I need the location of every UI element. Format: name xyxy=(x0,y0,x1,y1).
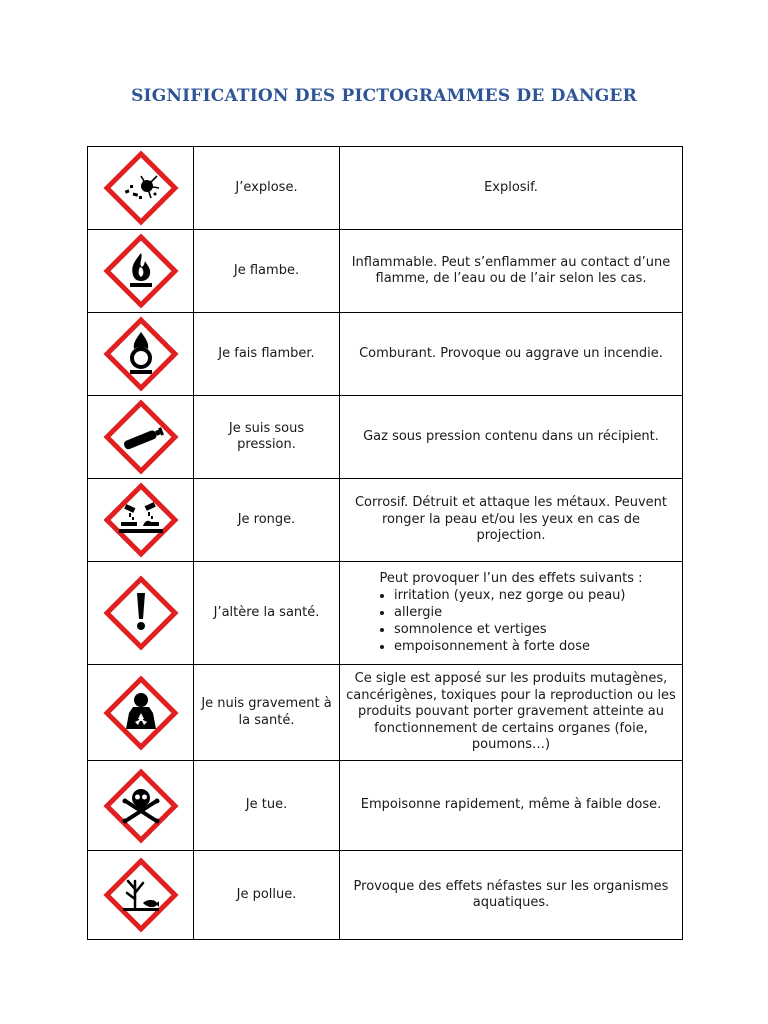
hazard-table xyxy=(87,146,683,940)
pictogram-cell xyxy=(88,665,194,761)
hazard-meaning-cell xyxy=(340,562,683,665)
hazard-meaning: Comburant. Provoque ou aggrave un incendie. xyxy=(340,313,683,396)
table-row xyxy=(88,665,683,761)
list-item: • empoisonnement à forte dose xyxy=(394,638,676,655)
list-item: • allergie xyxy=(394,604,676,621)
page-title: SIGNIFICATION DES PICTOGRAMMES DE DANGER xyxy=(131,86,637,106)
list-item: • somnolence et vertiges xyxy=(394,621,676,638)
pictogram-cell xyxy=(88,230,194,313)
table-row xyxy=(88,147,683,230)
hazard-label: J’explose. xyxy=(194,147,340,230)
effects-list xyxy=(346,587,676,655)
pictogram-cell xyxy=(88,147,194,230)
hazard-label: Je tue. xyxy=(194,761,340,851)
pictogram-cell xyxy=(88,479,194,562)
hazard-label: J’altère la santé. xyxy=(194,562,340,665)
gas-cylinder-icon xyxy=(103,399,179,475)
pictogram-cell xyxy=(88,851,194,940)
explosive-icon xyxy=(103,150,179,226)
table-row xyxy=(88,230,683,313)
pictogram-cell xyxy=(88,313,194,396)
hazard-meaning: Explosif. xyxy=(340,147,683,230)
health-hazard-icon xyxy=(103,675,179,751)
table-row xyxy=(88,313,683,396)
flame-over-circle-icon xyxy=(103,316,179,392)
hazard-label: Je flambe. xyxy=(194,230,340,313)
environment-icon xyxy=(103,857,179,933)
table-row xyxy=(88,396,683,479)
exclamation-mark-icon xyxy=(103,575,179,651)
hazard-label: Je suis sous pression. xyxy=(194,396,340,479)
pictogram-cell xyxy=(88,396,194,479)
hazard-meaning: Empoisonne rapidement, même à faible dose. xyxy=(340,761,683,851)
hazard-label: Je pollue. xyxy=(194,851,340,940)
hazard-meaning: Gaz sous pression contenu dans un récipient. xyxy=(340,396,683,479)
table-row xyxy=(88,562,683,665)
table-row xyxy=(88,851,683,940)
table-row xyxy=(88,479,683,562)
hazard-meaning: Ce sigle est apposé sur les produits mutagènes, cancérigènes, toxiques pour la reproduction ou les produits pouvant porter gravement atteinte au fonctionnement de certains organes (foie, poumons…) xyxy=(340,665,683,761)
corrosion-icon xyxy=(103,482,179,558)
skull-crossbones-icon xyxy=(103,768,179,844)
hazard-label: Je fais flamber. xyxy=(194,313,340,396)
hazard-label: Je nuis gravement à la santé. xyxy=(194,665,340,761)
table-row xyxy=(88,761,683,851)
hazard-label: Je ronge. xyxy=(194,479,340,562)
hazard-meaning: Corrosif. Détruit et attaque les métaux. Peuvent ronger la peau et/ou les yeux en cas de projection. xyxy=(340,479,683,562)
flame-icon xyxy=(103,233,179,309)
pictogram-cell xyxy=(88,761,194,851)
pictogram-cell xyxy=(88,562,194,665)
hazard-meaning: Provoque des effets néfastes sur les organismes aquatiques. xyxy=(340,851,683,940)
hazard-meaning: Inflammable. Peut s’enflammer au contact d’une flamme, de l’eau ou de l’air selon les cas. xyxy=(340,230,683,313)
hazard-meaning: Peut provoquer l’un des effets suivants : xyxy=(379,570,643,586)
list-item: • irritation (yeux, nez gorge ou peau) xyxy=(394,587,676,604)
